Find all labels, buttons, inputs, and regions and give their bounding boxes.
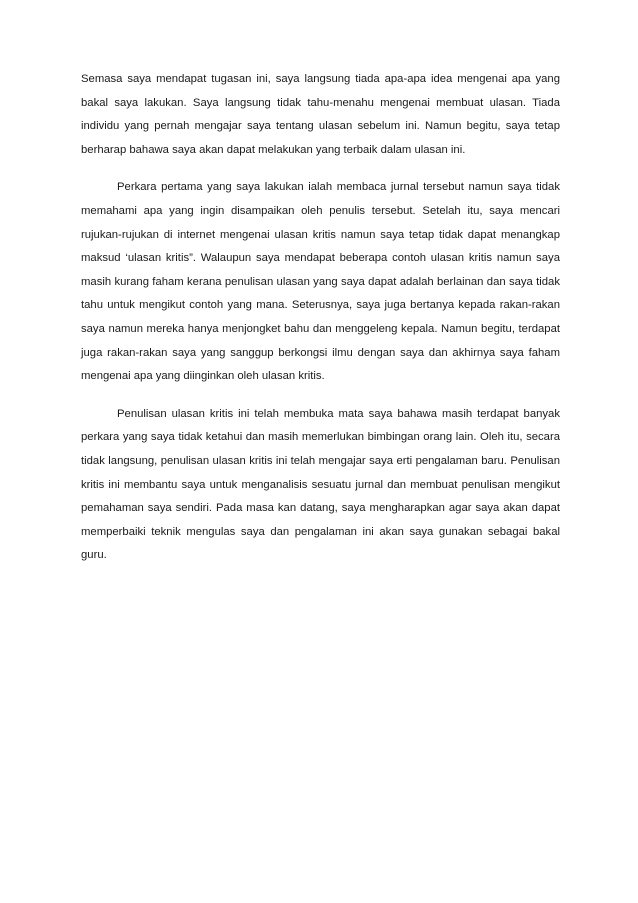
paragraph-1: Semasa saya mendapat tugasan ini, saya langsung tiada apa-apa idea mengenai apa yang bakal saya lakukan. Saya langsung tidak tahu-menahu mengenai membuat ulasan. Tiada individu yang pernah mengajar saya tentang ulasan sebelum ini. Namun begitu, saya tetap berharap bahawa saya akan dapat melakukan yang terbaik dalam ulasan ini. (81, 73, 560, 156)
paragraph-2: Perkara pertama yang saya lakukan ialah membaca jurnal tersebut namun saya tidak memahami apa yang ingin disampaikan oleh penulis tersebut. Setelah itu, saya mencari rujukan-rujukan di internet mengenai ulasan kritis namun saya tetap tidak dapat menangkap maksud ‘ulasan kritis”. Walaupun saya mendapat beberapa contoh ulasan kritis namun saya masih kurang faham kerana penulisan ulasan yang saya dapat adalah berlainan dan saya tidak tahu untuk mengikut contoh yang mana. Seterusnya, saya juga bertanya kepada rakan-rakan saya namun mereka hanya menjongket bahu dan menggeleng kepala. Namun begitu, terdapat juga rakan-rakan saya yang sanggup berkongsi ilmu dengan saya dan akhirnya saya faham mengenai apa yang diinginkan oleh ulasan kritis. (81, 181, 560, 383)
document-page (81, 68, 560, 582)
paragraph-3: Penulisan ulasan kritis ini telah membuka mata saya bahawa masih terdapat banyak perkara yang saya tidak ketahui dan masih memerlukan bimbingan orang lain. Oleh itu, secara tidak langsung, penulisan ulasan kritis ini telah mengajar saya erti pengalaman baru. Penulisan kritis ini membantu saya untuk menganalisis sesuatu jurnal dan membuat penulisan mengikut pemahaman saya sendiri. Pada masa kan datang, saya mengharapkan agar saya akan dapat memperbaiki teknik mengulas saya dan pengalaman ini akan saya gunakan sebagai bakal guru. (81, 407, 560, 562)
